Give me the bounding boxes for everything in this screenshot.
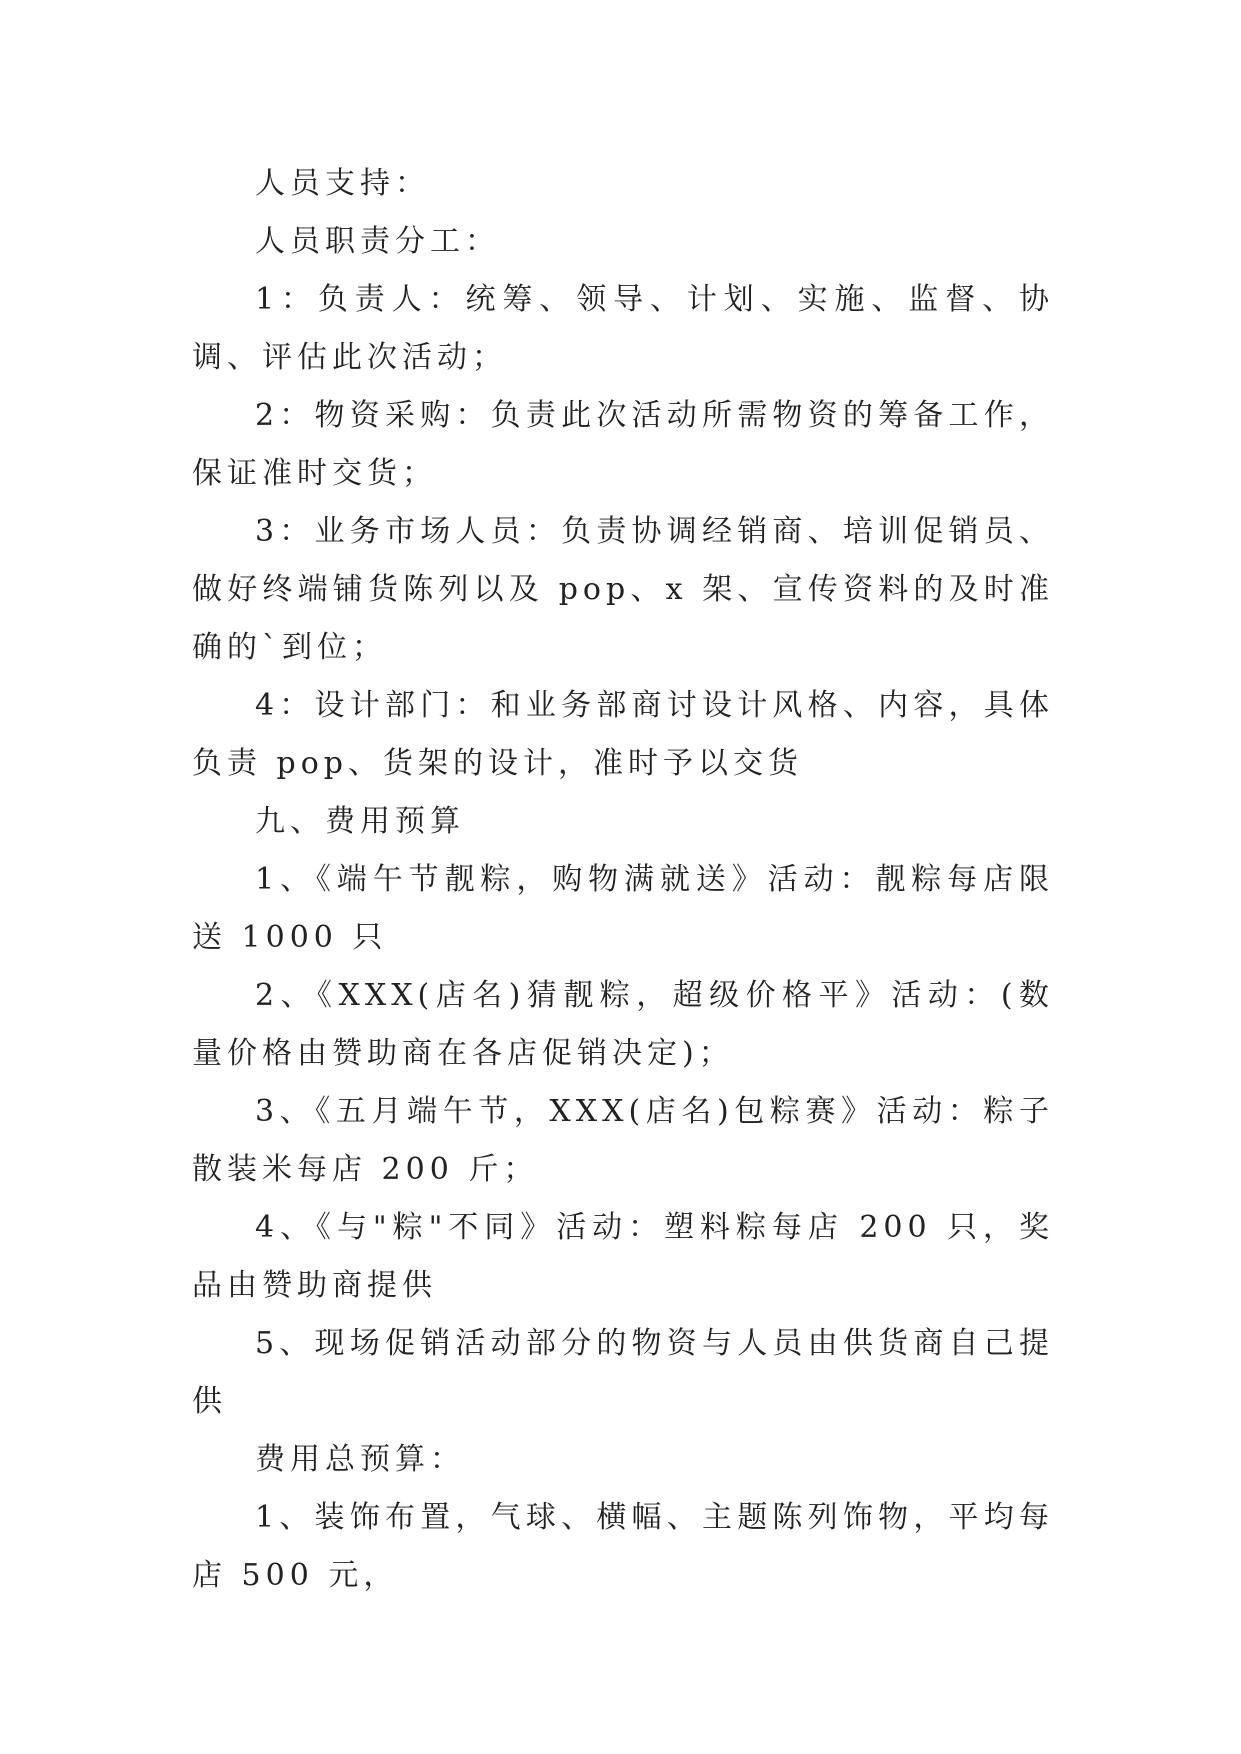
- paragraph-staff-duties-heading: 人员职责分工：: [255, 224, 500, 259]
- paragraph-duty-4: 4：设计部门：和业务部商讨设计风格、内容，具体负责 pop、货架的设计，准时予以交货: [192, 688, 1054, 781]
- document-page: [192, 155, 1054, 1605]
- paragraph-duty-3: 3：业务市场人员：负责协调经销商、培训促销员、做好终端铺货陈列以及 pop、x 架、宣传资料的及时准确的`到位；: [192, 514, 1054, 665]
- paragraph-duty-2: 2：物资采购：负责此次活动所需物资的筹备工作，保证准时交货；: [192, 398, 1054, 491]
- paragraph-budget-4: 4、《与"粽"不同》活动：塑料粽每店 200 只，奖品由赞助商提供: [192, 1210, 1054, 1303]
- paragraph-total-budget-1: 1、装饰布置，气球、横幅、主题陈列饰物，平均每店 500 元，: [192, 1500, 1054, 1593]
- section-heading-budget: 九、费用预算: [255, 804, 465, 839]
- paragraph-budget-3: 3、《五月端午节，XXX(店名)包粽赛》活动：粽子散装米每店 200 斤；: [192, 1094, 1054, 1187]
- paragraph-budget-5: 5、现场促销活动部分的物资与人员由供货商自己提供: [192, 1326, 1054, 1419]
- paragraph-budget-2: 2、《XXX(店名)猜靓粽，超级价格平》活动：(数量价格由赞助商在各店促销决定)；: [192, 978, 1054, 1071]
- paragraph-staff-support: 人员支持：: [255, 166, 430, 201]
- paragraph-duty-1: 1：负责人：统筹、领导、计划、实施、监督、协调、评估此次活动；: [192, 282, 1054, 375]
- paragraph-budget-1: 1、《端午节靓粽，购物满就送》活动：靓粽每店限送 1000 只: [192, 862, 1054, 955]
- paragraph-total-budget-heading: 费用总预算：: [255, 1442, 465, 1477]
